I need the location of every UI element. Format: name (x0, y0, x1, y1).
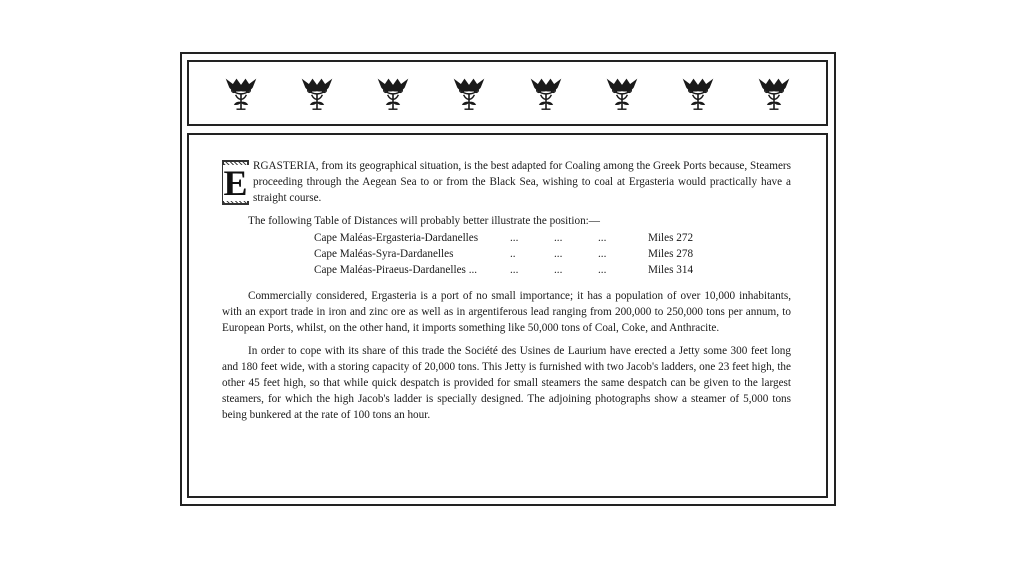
leader-dots: ... (554, 264, 563, 276)
intro-paragraph-text: RGASTERIA, from its geographical situation, is the best adapted for Coaling among the Greek Ports because, Steamers proceeding through the Aegean Sea to or from the Black Sea, wishing to coal at Ergasteria would practically have a straight course. (253, 160, 791, 204)
lotus-palmette-ornament-icon (223, 75, 259, 111)
intro-paragraph (222, 158, 791, 206)
jetty-paragraph: In order to cope with its share of this trade the Société des Usines de Laurium have erected a Jetty some 300 feet long and 180 feet wide, with a storing capacity of 20,000 tons. This Jetty is furnished with two Jacob's ladders, one 23 feet high, the other 45 feet high, so that while quick despatch is provided for small steamers the same despatch can be given to the largest steamers, for which the high Jacob's ladder is specially designed. The adjoining photographs show a steamer of 5,000 tons being bunkered at the rate of 100 tons an hour. (222, 345, 791, 421)
commercial-paragraph: Commercially considered, Ergasteria is a port of no small importance; it has a population of over 10,000 inhabitants, with an export trade in iron and zinc ore as well as in argentiferous lead ranging from 200,000 to 250,000 tons per annum, to European Ports, whilst, on the other hand, it imports something like 50,000 tons of Coal, Coke, and Anthracite. (222, 290, 791, 334)
lotus-palmette-ornament-icon (604, 75, 640, 111)
leader-dots: .. (510, 248, 516, 260)
route-miles: Miles 272 (648, 232, 694, 244)
route-name: Cape Maléas-Syra-Dardanelles (314, 248, 454, 260)
leader-dots: ... (554, 232, 563, 244)
leader-dots: ... (510, 264, 519, 276)
table-row (314, 246, 693, 262)
leader-dots: ... (510, 232, 519, 244)
route-name: Cape Maléas-Piraeus-Dardanelles ... (314, 264, 478, 276)
ornament-band (187, 60, 828, 126)
drop-cap-initial: E (222, 160, 249, 205)
distance-table (314, 230, 693, 278)
lotus-palmette-ornament-icon (756, 75, 792, 111)
route-miles: Miles 314 (648, 264, 694, 276)
leader-dots: ... (598, 232, 607, 244)
table-row (314, 262, 693, 278)
table-intro: The following Table of Distances will probably better illustrate the position:— (248, 215, 600, 227)
lotus-palmette-ornament-icon (451, 75, 487, 111)
lotus-palmette-ornament-icon (375, 75, 411, 111)
lotus-palmette-ornament-icon (299, 75, 335, 111)
route-miles: Miles 278 (648, 248, 694, 260)
document-body (222, 158, 791, 423)
route-name: Cape Maléas-Ergasteria-Dardanelles (314, 232, 479, 244)
table-row (314, 230, 693, 246)
leader-dots: ... (554, 248, 563, 260)
lotus-palmette-ornament-icon (528, 75, 564, 111)
lotus-palmette-ornament-icon (680, 75, 716, 111)
leader-dots: ... (598, 248, 607, 260)
leader-dots: ... (598, 264, 607, 276)
